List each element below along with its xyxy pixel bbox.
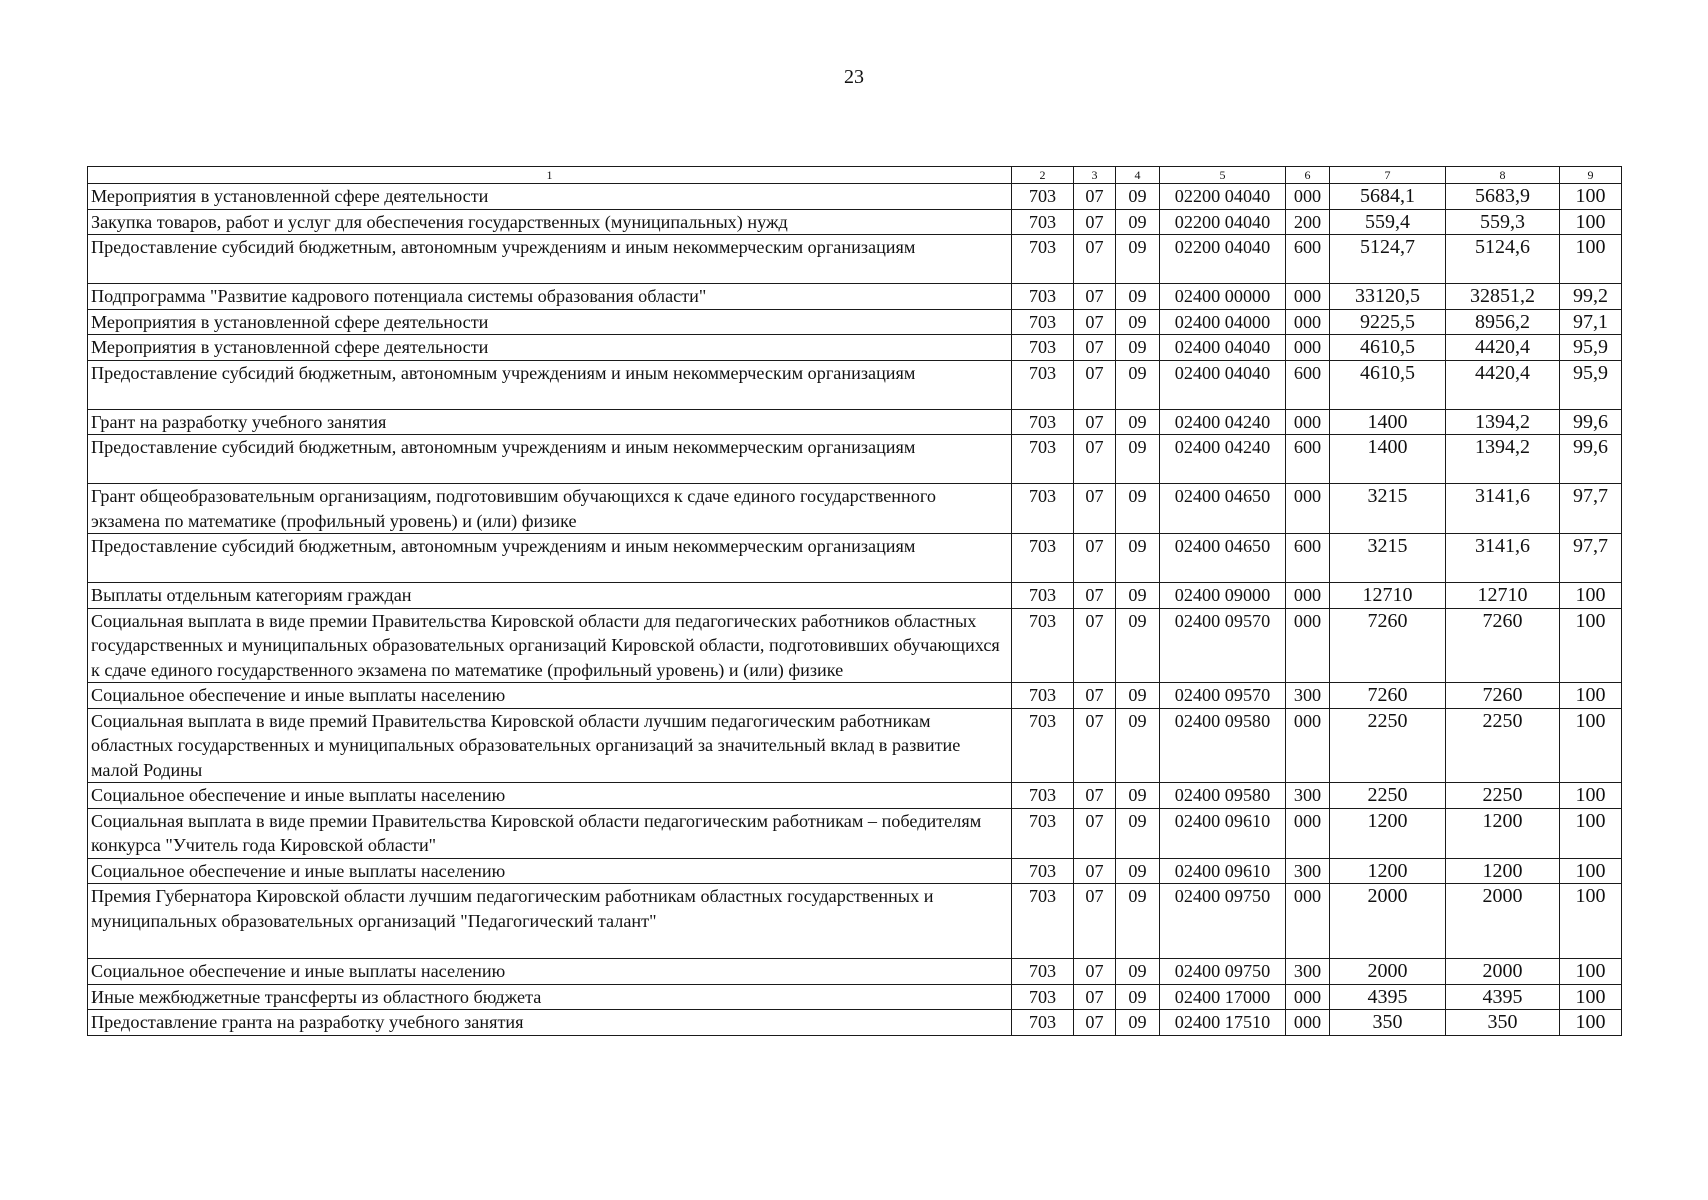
podrazdel-cell: 09	[1116, 284, 1160, 310]
razdel-cell: 07	[1074, 884, 1116, 959]
target-article-cell: 02400 17000	[1160, 984, 1286, 1010]
target-article-cell: 02400 17510	[1160, 1010, 1286, 1036]
item-name-cell: Мероприятия в установленной сфере деятельности	[88, 309, 1012, 335]
expense-type-cell: 000	[1286, 608, 1330, 683]
razdel-cell: 07	[1074, 984, 1116, 1010]
percent-cell: 100	[1560, 783, 1622, 809]
item-name-cell: Социальное обеспечение и иные выплаты населению	[88, 858, 1012, 884]
glava-cell: 703	[1012, 534, 1074, 583]
table-row	[88, 534, 1622, 583]
podrazdel-cell: 09	[1116, 360, 1160, 409]
percent-cell: 100	[1560, 184, 1622, 210]
podrazdel-cell: 09	[1116, 683, 1160, 709]
planned-amount-cell: 5124,7	[1330, 235, 1446, 284]
glava-cell: 703	[1012, 959, 1074, 985]
razdel-cell: 07	[1074, 435, 1116, 484]
item-name-cell: Социальное обеспечение и иные выплаты населению	[88, 683, 1012, 709]
table-row	[88, 435, 1622, 484]
executed-amount-cell: 3141,6	[1446, 534, 1560, 583]
razdel-cell: 07	[1074, 209, 1116, 235]
podrazdel-cell: 09	[1116, 435, 1160, 484]
glava-cell: 703	[1012, 884, 1074, 959]
glava-cell: 703	[1012, 783, 1074, 809]
executed-amount-cell: 559,3	[1446, 209, 1560, 235]
item-name-cell: Премия Губернатора Кировской области лучшим педагогическим работникам областных государственных и муниципальных образовательных организаций "Педагогический талант"	[88, 884, 1012, 959]
item-name-cell: Социальное обеспечение и иные выплаты населению	[88, 959, 1012, 985]
planned-amount-cell: 2000	[1330, 959, 1446, 985]
table-row	[88, 783, 1622, 809]
percent-cell: 100	[1560, 235, 1622, 284]
expense-type-cell: 000	[1286, 583, 1330, 609]
percent-cell: 100	[1560, 683, 1622, 709]
expense-type-cell: 000	[1286, 984, 1330, 1010]
column-header: 4	[1116, 167, 1160, 184]
executed-amount-cell: 2250	[1446, 708, 1560, 783]
target-article-cell: 02400 09570	[1160, 608, 1286, 683]
item-name-cell: Предоставление субсидий бюджетным, автономным учреждениям и иным некоммерческим организациям	[88, 360, 1012, 409]
glava-cell: 703	[1012, 583, 1074, 609]
table-row	[88, 683, 1622, 709]
target-article-cell: 02400 09610	[1160, 808, 1286, 858]
planned-amount-cell: 9225,5	[1330, 309, 1446, 335]
percent-cell: 99,6	[1560, 409, 1622, 435]
razdel-cell: 07	[1074, 608, 1116, 683]
table-row	[88, 708, 1622, 783]
glava-cell: 703	[1012, 708, 1074, 783]
table-row	[88, 360, 1622, 409]
item-name-cell: Социальная выплата в виде премий Правительства Кировской области лучшим педагогическим работникам областных государственных и муниципальных образовательных организаций за значительный вклад в развитие малой Родины	[88, 708, 1012, 783]
expense-type-cell: 000	[1286, 184, 1330, 210]
glava-cell: 703	[1012, 209, 1074, 235]
table-row	[88, 484, 1622, 534]
executed-amount-cell: 1394,2	[1446, 409, 1560, 435]
item-name-cell: Иные межбюджетные трансферты из областного бюджета	[88, 984, 1012, 1010]
target-article-cell: 02400 09750	[1160, 884, 1286, 959]
column-header: 7	[1330, 167, 1446, 184]
expense-type-cell: 000	[1286, 335, 1330, 361]
executed-amount-cell: 7260	[1446, 608, 1560, 683]
planned-amount-cell: 2000	[1330, 884, 1446, 959]
expense-type-cell: 300	[1286, 959, 1330, 985]
razdel-cell: 07	[1074, 484, 1116, 534]
executed-amount-cell: 2250	[1446, 783, 1560, 809]
glava-cell: 703	[1012, 235, 1074, 284]
target-article-cell: 02400 04040	[1160, 360, 1286, 409]
glava-cell: 703	[1012, 360, 1074, 409]
percent-cell: 97,7	[1560, 534, 1622, 583]
column-number-row	[88, 167, 1622, 184]
podrazdel-cell: 09	[1116, 808, 1160, 858]
podrazdel-cell: 09	[1116, 534, 1160, 583]
podrazdel-cell: 09	[1116, 959, 1160, 985]
item-name-cell: Предоставление субсидий бюджетным, автономным учреждениям и иным некоммерческим организациям	[88, 235, 1012, 284]
razdel-cell: 07	[1074, 683, 1116, 709]
item-name-cell: Подпрограмма "Развитие кадрового потенциала системы образования области"	[88, 284, 1012, 310]
planned-amount-cell: 350	[1330, 1010, 1446, 1036]
podrazdel-cell: 09	[1116, 335, 1160, 361]
planned-amount-cell: 4395	[1330, 984, 1446, 1010]
column-header: 9	[1560, 167, 1622, 184]
glava-cell: 703	[1012, 858, 1074, 884]
target-article-cell: 02400 09750	[1160, 959, 1286, 985]
planned-amount-cell: 1400	[1330, 435, 1446, 484]
item-name-cell: Предоставление субсидий бюджетным, автономным учреждениям и иным некоммерческим организациям	[88, 534, 1012, 583]
expense-type-cell: 000	[1286, 1010, 1330, 1036]
planned-amount-cell: 1200	[1330, 858, 1446, 884]
item-name-cell: Грант на разработку учебного занятия	[88, 409, 1012, 435]
glava-cell: 703	[1012, 1010, 1074, 1036]
glava-cell: 703	[1012, 608, 1074, 683]
table-row	[88, 808, 1622, 858]
podrazdel-cell: 09	[1116, 1010, 1160, 1036]
podrazdel-cell: 09	[1116, 708, 1160, 783]
expense-type-cell: 200	[1286, 209, 1330, 235]
item-name-cell: Мероприятия в установленной сфере деятельности	[88, 184, 1012, 210]
percent-cell: 97,7	[1560, 484, 1622, 534]
razdel-cell: 07	[1074, 360, 1116, 409]
glava-cell: 703	[1012, 409, 1074, 435]
item-name-cell: Социальная выплата в виде премии Правительства Кировской области педагогическим работникам – победителям конкурса "Учитель года Кировской области"	[88, 808, 1012, 858]
executed-amount-cell: 1394,2	[1446, 435, 1560, 484]
planned-amount-cell: 7260	[1330, 608, 1446, 683]
budget-table	[87, 166, 1622, 1036]
table-row	[88, 984, 1622, 1010]
expense-type-cell: 000	[1286, 309, 1330, 335]
table-row	[88, 884, 1622, 959]
expense-type-cell: 600	[1286, 534, 1330, 583]
target-article-cell: 02400 00000	[1160, 284, 1286, 310]
planned-amount-cell: 4610,5	[1330, 360, 1446, 409]
podrazdel-cell: 09	[1116, 309, 1160, 335]
target-article-cell: 02400 04240	[1160, 409, 1286, 435]
target-article-cell: 02200 04040	[1160, 184, 1286, 210]
table-row	[88, 608, 1622, 683]
glava-cell: 703	[1012, 683, 1074, 709]
executed-amount-cell: 32851,2	[1446, 284, 1560, 310]
planned-amount-cell: 4610,5	[1330, 335, 1446, 361]
table-row	[88, 409, 1622, 435]
razdel-cell: 07	[1074, 808, 1116, 858]
item-name-cell: Закупка товаров, работ и услуг для обеспечения государственных (муниципальных) нужд	[88, 209, 1012, 235]
item-name-cell: Мероприятия в установленной сфере деятельности	[88, 335, 1012, 361]
table-row	[88, 235, 1622, 284]
percent-cell: 95,9	[1560, 335, 1622, 361]
glava-cell: 703	[1012, 284, 1074, 310]
podrazdel-cell: 09	[1116, 235, 1160, 284]
planned-amount-cell: 1200	[1330, 808, 1446, 858]
glava-cell: 703	[1012, 309, 1074, 335]
razdel-cell: 07	[1074, 783, 1116, 809]
column-header: 2	[1012, 167, 1074, 184]
glava-cell: 703	[1012, 184, 1074, 210]
expense-type-cell: 600	[1286, 360, 1330, 409]
percent-cell: 100	[1560, 984, 1622, 1010]
percent-cell: 99,6	[1560, 435, 1622, 484]
planned-amount-cell: 2250	[1330, 708, 1446, 783]
column-header: 1	[88, 167, 1012, 184]
table-row	[88, 583, 1622, 609]
expense-type-cell: 600	[1286, 235, 1330, 284]
target-article-cell: 02400 04000	[1160, 309, 1286, 335]
executed-amount-cell: 7260	[1446, 683, 1560, 709]
executed-amount-cell: 1200	[1446, 808, 1560, 858]
glava-cell: 703	[1012, 984, 1074, 1010]
razdel-cell: 07	[1074, 534, 1116, 583]
razdel-cell: 07	[1074, 309, 1116, 335]
column-header: 3	[1074, 167, 1116, 184]
executed-amount-cell: 3141,6	[1446, 484, 1560, 534]
table-row	[88, 959, 1622, 985]
percent-cell: 100	[1560, 1010, 1622, 1036]
target-article-cell: 02400 04240	[1160, 435, 1286, 484]
percent-cell: 99,2	[1560, 284, 1622, 310]
podrazdel-cell: 09	[1116, 583, 1160, 609]
target-article-cell: 02400 09570	[1160, 683, 1286, 709]
target-article-cell: 02200 04040	[1160, 209, 1286, 235]
target-article-cell: 02400 04650	[1160, 534, 1286, 583]
executed-amount-cell: 2000	[1446, 884, 1560, 959]
razdel-cell: 07	[1074, 583, 1116, 609]
executed-amount-cell: 2000	[1446, 959, 1560, 985]
podrazdel-cell: 09	[1116, 608, 1160, 683]
item-name-cell: Грант общеобразовательным организациям, подготовившим обучающихся к сдаче единого государственного экзамена по математике (профильный уровень) и (или) физике	[88, 484, 1012, 534]
percent-cell: 100	[1560, 884, 1622, 959]
item-name-cell: Социальное обеспечение и иные выплаты населению	[88, 783, 1012, 809]
percent-cell: 100	[1560, 608, 1622, 683]
podrazdel-cell: 09	[1116, 783, 1160, 809]
expense-type-cell: 000	[1286, 884, 1330, 959]
item-name-cell: Предоставление субсидий бюджетным, автономным учреждениям и иным некоммерческим организациям	[88, 435, 1012, 484]
target-article-cell: 02400 04650	[1160, 484, 1286, 534]
executed-amount-cell: 1200	[1446, 858, 1560, 884]
percent-cell: 100	[1560, 708, 1622, 783]
podrazdel-cell: 09	[1116, 409, 1160, 435]
razdel-cell: 07	[1074, 1010, 1116, 1036]
column-header: 5	[1160, 167, 1286, 184]
glava-cell: 703	[1012, 335, 1074, 361]
table-row	[88, 335, 1622, 361]
expense-type-cell: 000	[1286, 284, 1330, 310]
target-article-cell: 02400 09000	[1160, 583, 1286, 609]
executed-amount-cell: 5124,6	[1446, 235, 1560, 284]
table-row	[88, 1010, 1622, 1036]
table-row	[88, 858, 1622, 884]
planned-amount-cell: 559,4	[1330, 209, 1446, 235]
razdel-cell: 07	[1074, 184, 1116, 210]
expense-type-cell: 600	[1286, 435, 1330, 484]
podrazdel-cell: 09	[1116, 858, 1160, 884]
executed-amount-cell: 4420,4	[1446, 360, 1560, 409]
planned-amount-cell: 2250	[1330, 783, 1446, 809]
column-header: 8	[1446, 167, 1560, 184]
expense-type-cell: 000	[1286, 808, 1330, 858]
expense-type-cell: 000	[1286, 409, 1330, 435]
executed-amount-cell: 5683,9	[1446, 184, 1560, 210]
item-name-cell: Выплаты отдельным категориям граждан	[88, 583, 1012, 609]
percent-cell: 100	[1560, 959, 1622, 985]
executed-amount-cell: 4420,4	[1446, 335, 1560, 361]
razdel-cell: 07	[1074, 858, 1116, 884]
planned-amount-cell: 33120,5	[1330, 284, 1446, 310]
target-article-cell: 02400 04040	[1160, 335, 1286, 361]
target-article-cell: 02400 09580	[1160, 708, 1286, 783]
percent-cell: 100	[1560, 858, 1622, 884]
target-article-cell: 02400 09610	[1160, 858, 1286, 884]
podrazdel-cell: 09	[1116, 884, 1160, 959]
podrazdel-cell: 09	[1116, 984, 1160, 1010]
podrazdel-cell: 09	[1116, 484, 1160, 534]
glava-cell: 703	[1012, 484, 1074, 534]
expense-type-cell: 300	[1286, 683, 1330, 709]
planned-amount-cell: 12710	[1330, 583, 1446, 609]
executed-amount-cell: 8956,2	[1446, 309, 1560, 335]
planned-amount-cell: 5684,1	[1330, 184, 1446, 210]
razdel-cell: 07	[1074, 335, 1116, 361]
table-row	[88, 209, 1622, 235]
item-name-cell: Предоставление гранта на разработку учебного занятия	[88, 1010, 1012, 1036]
expense-type-cell: 300	[1286, 783, 1330, 809]
percent-cell: 95,9	[1560, 360, 1622, 409]
table-row	[88, 184, 1622, 210]
item-name-cell: Социальная выплата в виде премии Правительства Кировской области для педагогических работников областных государственных и муниципальных образовательных организаций Кировской области, подготовивших обучающихся к сдаче единого государственного экзамена по математике (профильный уровень) и (или) физике	[88, 608, 1012, 683]
column-header: 6	[1286, 167, 1330, 184]
target-article-cell: 02200 04040	[1160, 235, 1286, 284]
target-article-cell: 02400 09580	[1160, 783, 1286, 809]
podrazdel-cell: 09	[1116, 209, 1160, 235]
razdel-cell: 07	[1074, 959, 1116, 985]
glava-cell: 703	[1012, 435, 1074, 484]
planned-amount-cell: 7260	[1330, 683, 1446, 709]
table-row	[88, 309, 1622, 335]
percent-cell: 97,1	[1560, 309, 1622, 335]
glava-cell: 703	[1012, 808, 1074, 858]
razdel-cell: 07	[1074, 708, 1116, 783]
razdel-cell: 07	[1074, 409, 1116, 435]
expense-type-cell: 000	[1286, 484, 1330, 534]
planned-amount-cell: 1400	[1330, 409, 1446, 435]
percent-cell: 100	[1560, 583, 1622, 609]
executed-amount-cell: 4395	[1446, 984, 1560, 1010]
razdel-cell: 07	[1074, 235, 1116, 284]
expense-type-cell: 000	[1286, 708, 1330, 783]
executed-amount-cell: 350	[1446, 1010, 1560, 1036]
razdel-cell: 07	[1074, 284, 1116, 310]
page-number: 23	[844, 66, 864, 88]
table-row	[88, 284, 1622, 310]
executed-amount-cell: 12710	[1446, 583, 1560, 609]
planned-amount-cell: 3215	[1330, 534, 1446, 583]
percent-cell: 100	[1560, 209, 1622, 235]
percent-cell: 100	[1560, 808, 1622, 858]
expense-type-cell: 300	[1286, 858, 1330, 884]
planned-amount-cell: 3215	[1330, 484, 1446, 534]
podrazdel-cell: 09	[1116, 184, 1160, 210]
